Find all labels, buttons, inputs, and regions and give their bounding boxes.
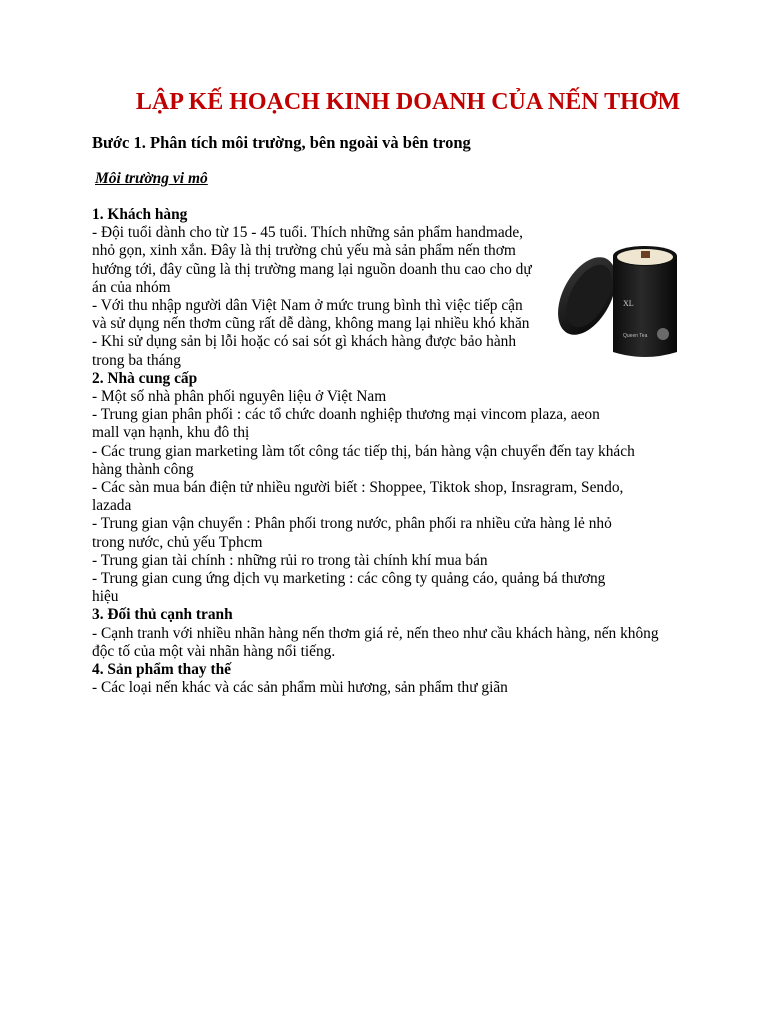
svg-text:XL: XL	[623, 299, 634, 308]
paragraph: - Các loại nến khác và các sản phẩm mùi hương, sản phẩm thư giãn	[92, 679, 508, 697]
paragraph: - Khi sử dụng sản bị lỗi hoặc có sai sót gì khách hàng được bảo hành trong ba tháng	[92, 333, 517, 369]
wick-icon	[641, 251, 650, 258]
paragraph: - Một số nhà phân phối nguyên liệu ở Việt Nam	[92, 388, 387, 406]
paragraph: - Trung gian tài chính : những rủi ro trong tài chính khí mua bán	[92, 551, 488, 569]
paragraph: - Các sàn mua bán điện tử nhiều người biết : Shoppee, Tiktok shop, Insragram, Sendo, lazada	[92, 479, 624, 515]
paragraph: - Cạnh tranh với nhiều nhãn hàng nến thơm giá rẻ, nến theo như cầu khách hàng, nến không độc tố của một vài nhãn hàng nổi tiếng.	[92, 624, 659, 660]
svg-text:Queen Tea: Queen Tea	[623, 333, 648, 339]
paragraph: - Đội tuổi dành cho từ 15 - 45 tuổi. Thích những sản phẩm handmade, nhỏ gọn, xinh xắn. Đây là thị trường chủ yếu mà sản phẩm nến thơm hướng tới, đây cũng là thị trường mang lại nguồn doanh thu cao cho dự án của nhóm	[92, 224, 532, 296]
paragraph: - Với thu nhập người dân Việt Nam ở mức trung bình thì việc tiếp cận và sử dụng nến thơm cũng rất dễ dàng, không mang lại nhiều khó khăn	[92, 297, 530, 333]
section-heading-substitutes: 4. Sản phẩm thay thế	[92, 661, 231, 679]
section-heading-suppliers: 2. Nhà cung cấp	[92, 369, 198, 387]
section-heading-competitors: 3. Đối thủ cạnh tranh	[92, 606, 233, 624]
paragraph: - Các trung gian marketing làm tốt công tác tiếp thị, bán hàng vận chuyển đến tay khách hàng thành công	[92, 442, 635, 478]
step-heading: Bước 1. Phân tích môi trường, bên ngoài và bên trong	[92, 133, 471, 152]
paragraph: - Trung gian phân phối : các tổ chức doanh nghiệp thương mại vincom plaza, aeon mall vạn hạnh, khu đô thị	[92, 406, 600, 442]
section-heading-customers: 1. Khách hàng	[92, 206, 188, 223]
paragraph: - Trung gian vận chuyển : Phân phối trong nước, phân phối ra nhiều cửa hàng lẻ nhỏ trong nước, chủ yếu Tphcm	[92, 515, 612, 551]
candle-jar-image	[555, 234, 695, 364]
document-title: LẬP KẾ HOẠCH KINH DOANH CỦA NẾN THƠM	[135, 89, 681, 115]
paragraph: - Trung gian cung ứng dịch vụ marketing : các công ty quảng cáo, quảng bá thương hiệu	[92, 570, 606, 606]
subheading: Môi trường vi mô	[95, 170, 208, 187]
